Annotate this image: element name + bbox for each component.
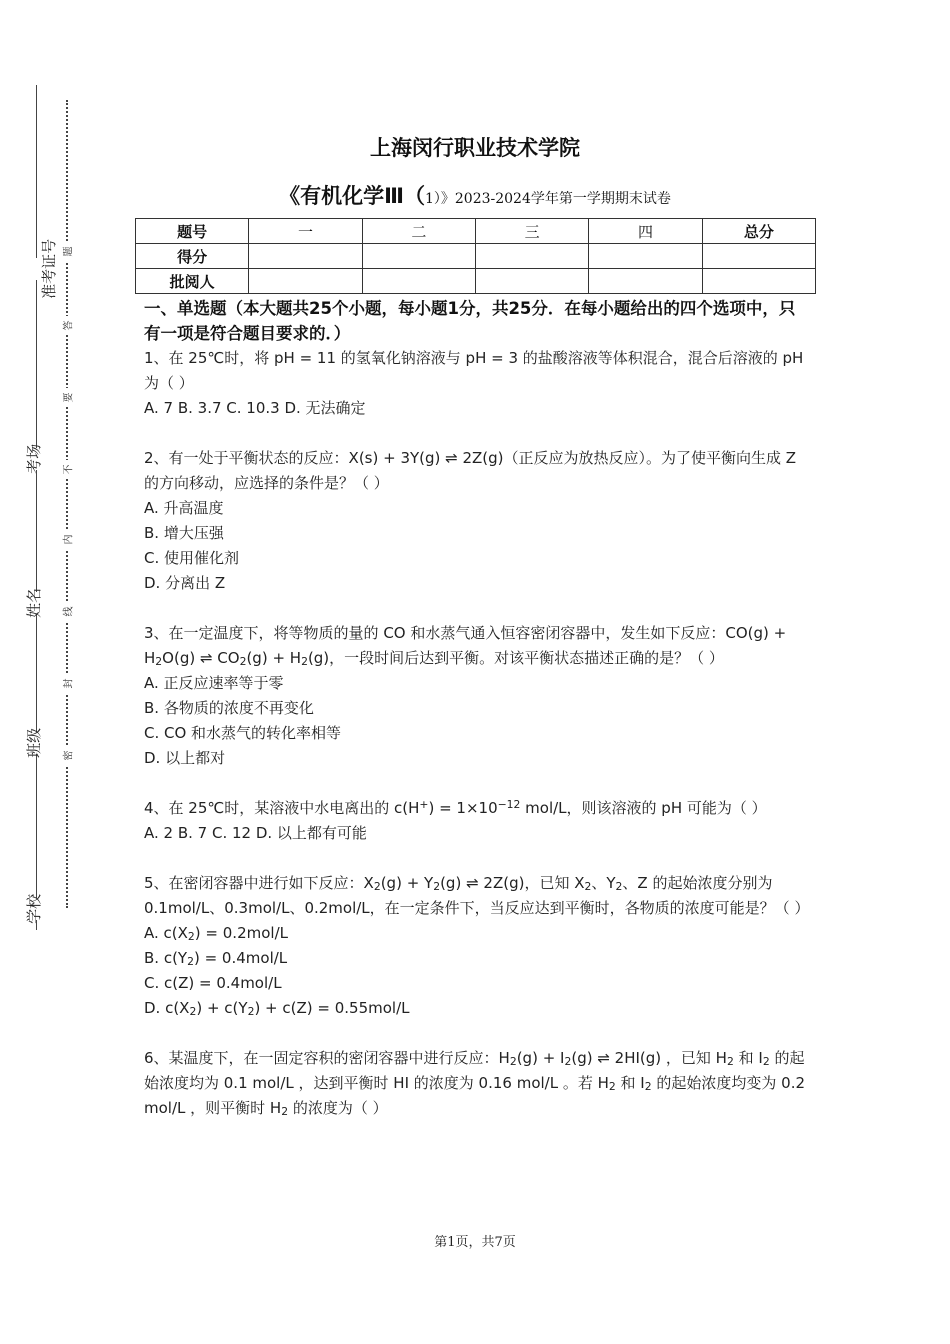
question-stem: 2、有一处于平衡状态的反应：X(s) + 3Y(g) ⇌ 2Z(g)（正反应为放热反应）。为了使平衡向生成 Z 的方向移动，应选择的条件是？（ ） (144, 449, 797, 492)
exam-content (144, 296, 809, 1121)
score-cell (702, 244, 815, 269)
score-col-3: 三 (475, 219, 588, 244)
seal-char: 不 (58, 460, 76, 479)
grader-row (136, 269, 816, 294)
seal-char: 线 (58, 602, 76, 621)
score-table (135, 218, 816, 294)
option-c: C. CO 和水蒸气的转化率相等 (144, 724, 342, 742)
binding-label-school: 学校 (20, 898, 50, 920)
score-col-total: 总分 (702, 219, 815, 244)
question-stem: 6、某温度下，在一固定容积的密闭容器中进行反应：$H_2(g) + I_2(g)$ ⇌ 2HI(g) ，已知 $H_2$ 和 $I_2$ 的起始浓度均为 0.1 mol/L ，达到平衡时 HI 的浓度为 0.16 mol/L 。若 $H_2$ 和 $I_2$ 的起始浓度均变为 0.2 mol/L ，则平衡时 $H_2$ 的浓度为（ ） (144, 1049, 806, 1119)
page-footer: 第1页，共7页 (434, 1235, 516, 1250)
option-a: A. 正反应速率等于零 (144, 674, 284, 692)
question-options: A. 2 B. 7 C. 12 D. 以上都有可能 (144, 824, 367, 842)
seal-char: 密 (58, 746, 76, 765)
option-c: C. 使用催化剂 (144, 549, 240, 567)
grader-row-label: 批阅人 (136, 269, 249, 294)
option-b: B. 增大压强 (144, 524, 224, 542)
school-name: 上海闵行职业技术学院 (370, 137, 580, 160)
question-5 (144, 871, 809, 1021)
question-3 (144, 621, 809, 771)
score-cell (249, 244, 362, 269)
question-stem: 5、在密闭容器中进行如下反应：$X_2(g) + Y_2(g)$ ⇌ 2Z(g)，已知 $X_2$、$Y_2$、Z 的起始浓度分别为 0.1mol/L、0.3mol/L、0.2mol/L，在一定条件下，当反应达到平衡时，各物质的浓度可能是？（ ） (144, 874, 810, 917)
binding-label-class: 班级 (20, 732, 50, 754)
option-d: D. 以上都对 (144, 749, 226, 767)
seal-char: 内 (58, 530, 76, 549)
grader-cell (589, 269, 702, 294)
grader-cell (475, 269, 588, 294)
score-table-header-row (136, 219, 816, 244)
option-b: B. 各物质的浓度不再变化 (144, 699, 314, 717)
score-col-label: 题号 (136, 219, 249, 244)
question-6 (144, 1046, 809, 1121)
score-cell (589, 244, 702, 269)
course-name: 《有机化学Ⅲ（ (279, 184, 425, 208)
question-options: A. 7 B. 3.7 C. 10.3 D. 无法确定 (144, 399, 366, 417)
seal-char: 答 (58, 316, 76, 335)
score-cell (362, 244, 475, 269)
question-1 (144, 346, 809, 421)
score-col-4: 四 (589, 219, 702, 244)
score-col-1: 一 (249, 219, 362, 244)
seal-char: 题 (58, 242, 76, 261)
exam-title (0, 180, 950, 210)
option-d: D. 分离出 Z (144, 574, 226, 592)
course-term: 1）》2023-2024学年第一学期期末试卷 (424, 191, 671, 207)
seal-char: 封 (58, 674, 76, 693)
binding-label-name: 姓名 (20, 592, 50, 614)
question-4 (144, 796, 809, 846)
seal-char: 要 (58, 388, 76, 407)
grader-cell (702, 269, 815, 294)
seal-dotted-line (66, 100, 68, 908)
question-2 (144, 446, 809, 596)
option-c: C. c(Z) = 0.4mol/L (144, 974, 282, 992)
binding-label-exam-number: 准考证号 (20, 258, 50, 280)
option-d: D. $c(X_2) + c(Y_2) + c(Z) = 0.55mol/L$ (144, 999, 410, 1019)
option-b: B. $c(Y_2) = 0.4mol/L$ (144, 949, 288, 969)
option-a: A. $c(X_2) = 0.2mol/L$ (144, 924, 288, 944)
question-stem: 3、在一定温度下，将等物质的量的 CO 和水蒸气通入恒容密闭容器中，发生如下反应：$CO(g) + H_2O(g)$ ⇌ $CO_2(g) + H_2(g)$，一段时间后达到平衡。对该平衡状态描述正确的是？（ ） (144, 624, 787, 669)
option-a: A. 升高温度 (144, 499, 224, 517)
score-cell (475, 244, 588, 269)
grader-cell (249, 269, 362, 294)
question-stem: 1、在 25℃时，将 pH = 11 的氢氧化钠溶液与 pH = 3 的盐酸溶液等体积混合，混合后溶液的 pH 为（ ） (144, 349, 804, 392)
score-row-label: 得分 (136, 244, 249, 269)
question-stem: 4、在 25℃时，某溶液中水电离出的 $c(H^+) = 1\times 10^{-12}$ mol/L，则该溶液的 pH 可能为（ ） (144, 798, 767, 817)
score-row (136, 244, 816, 269)
section-heading: 一、单选题（本大题共25个小题，每小题1分，共25分．在每小题给出的四个选项中，只有一项是符合题目要求的．） (144, 299, 796, 343)
binding-solid-line (36, 85, 37, 930)
score-col-2: 二 (362, 219, 475, 244)
grader-cell (362, 269, 475, 294)
binding-label-exam-room: 考场 (20, 448, 50, 470)
